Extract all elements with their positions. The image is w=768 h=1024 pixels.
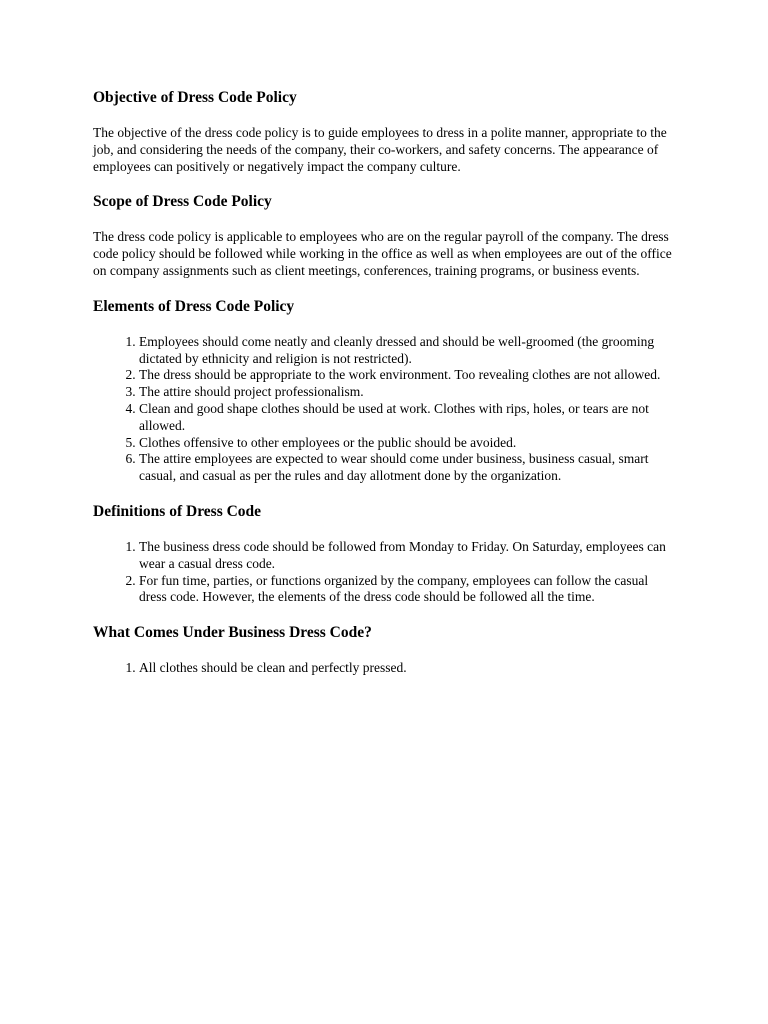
section-heading: Objective of Dress Code Policy <box>93 89 297 106</box>
section-scope <box>93 192 678 279</box>
list-item: 3. The attire should project professionalism. <box>139 384 678 401</box>
list-item: 2. For fun time, parties, or functions organized by the company, employees can follow the casual dress code. However, the elements of the dress code should be followed all the time. <box>139 573 678 607</box>
list-item: 1. The business dress code should be followed from Monday to Friday. On Saturday, employees can wear a casual dress code. <box>139 539 678 573</box>
list-item: 1. All clothes should be clean and perfectly pressed. <box>139 660 678 677</box>
section-business-dress-code <box>93 623 678 677</box>
section-heading: Elements of Dress Code Policy <box>93 297 295 315</box>
list-item: 1. Employees should come neatly and cleanly dressed and should be well-groomed (the grooming dictated by ethnicity and religion is not restricted). <box>139 334 678 368</box>
section-paragraph: The objective of the dress code policy is to guide employees to dress in a polite manner, appropriate to the job, and considering the needs of the company, their co-workers, and safety concerns. The appearance of employees can positively or negatively impact the company culture. <box>93 125 667 174</box>
numbered-list <box>93 539 678 606</box>
list-item: 4. Clean and good shape clothes should be used at work. Clothes with rips, holes, or tears are not allowed. <box>139 401 678 435</box>
numbered-list <box>93 660 678 677</box>
section-paragraph: The dress code policy is applicable to employees who are on the regular payroll of the company. The dress code policy should be followed while working in the office as well as when employees are out of the office on company assignments such as client meetings, conferences, training programs, or business events. <box>93 229 672 278</box>
section-heading: What Comes Under Business Dress Code? <box>93 624 372 642</box>
section-definitions <box>93 502 678 606</box>
list-item: 2. The dress should be appropriate to the work environment. Too revealing clothes are not allowed. <box>139 367 678 384</box>
list-item: 5. Clothes offensive to other employees or the public should be avoided. <box>139 435 678 452</box>
list-item: 6. The attire employees are expected to wear should come under business, business casual, smart casual, and casual as per the rules and day allotment done by the organization. <box>139 451 678 485</box>
section-heading: Scope of Dress Code Policy <box>93 193 272 211</box>
numbered-list <box>93 334 678 485</box>
section-elements <box>93 297 678 485</box>
section-objective <box>93 88 678 175</box>
section-heading: Definitions of Dress Code <box>93 502 262 520</box>
